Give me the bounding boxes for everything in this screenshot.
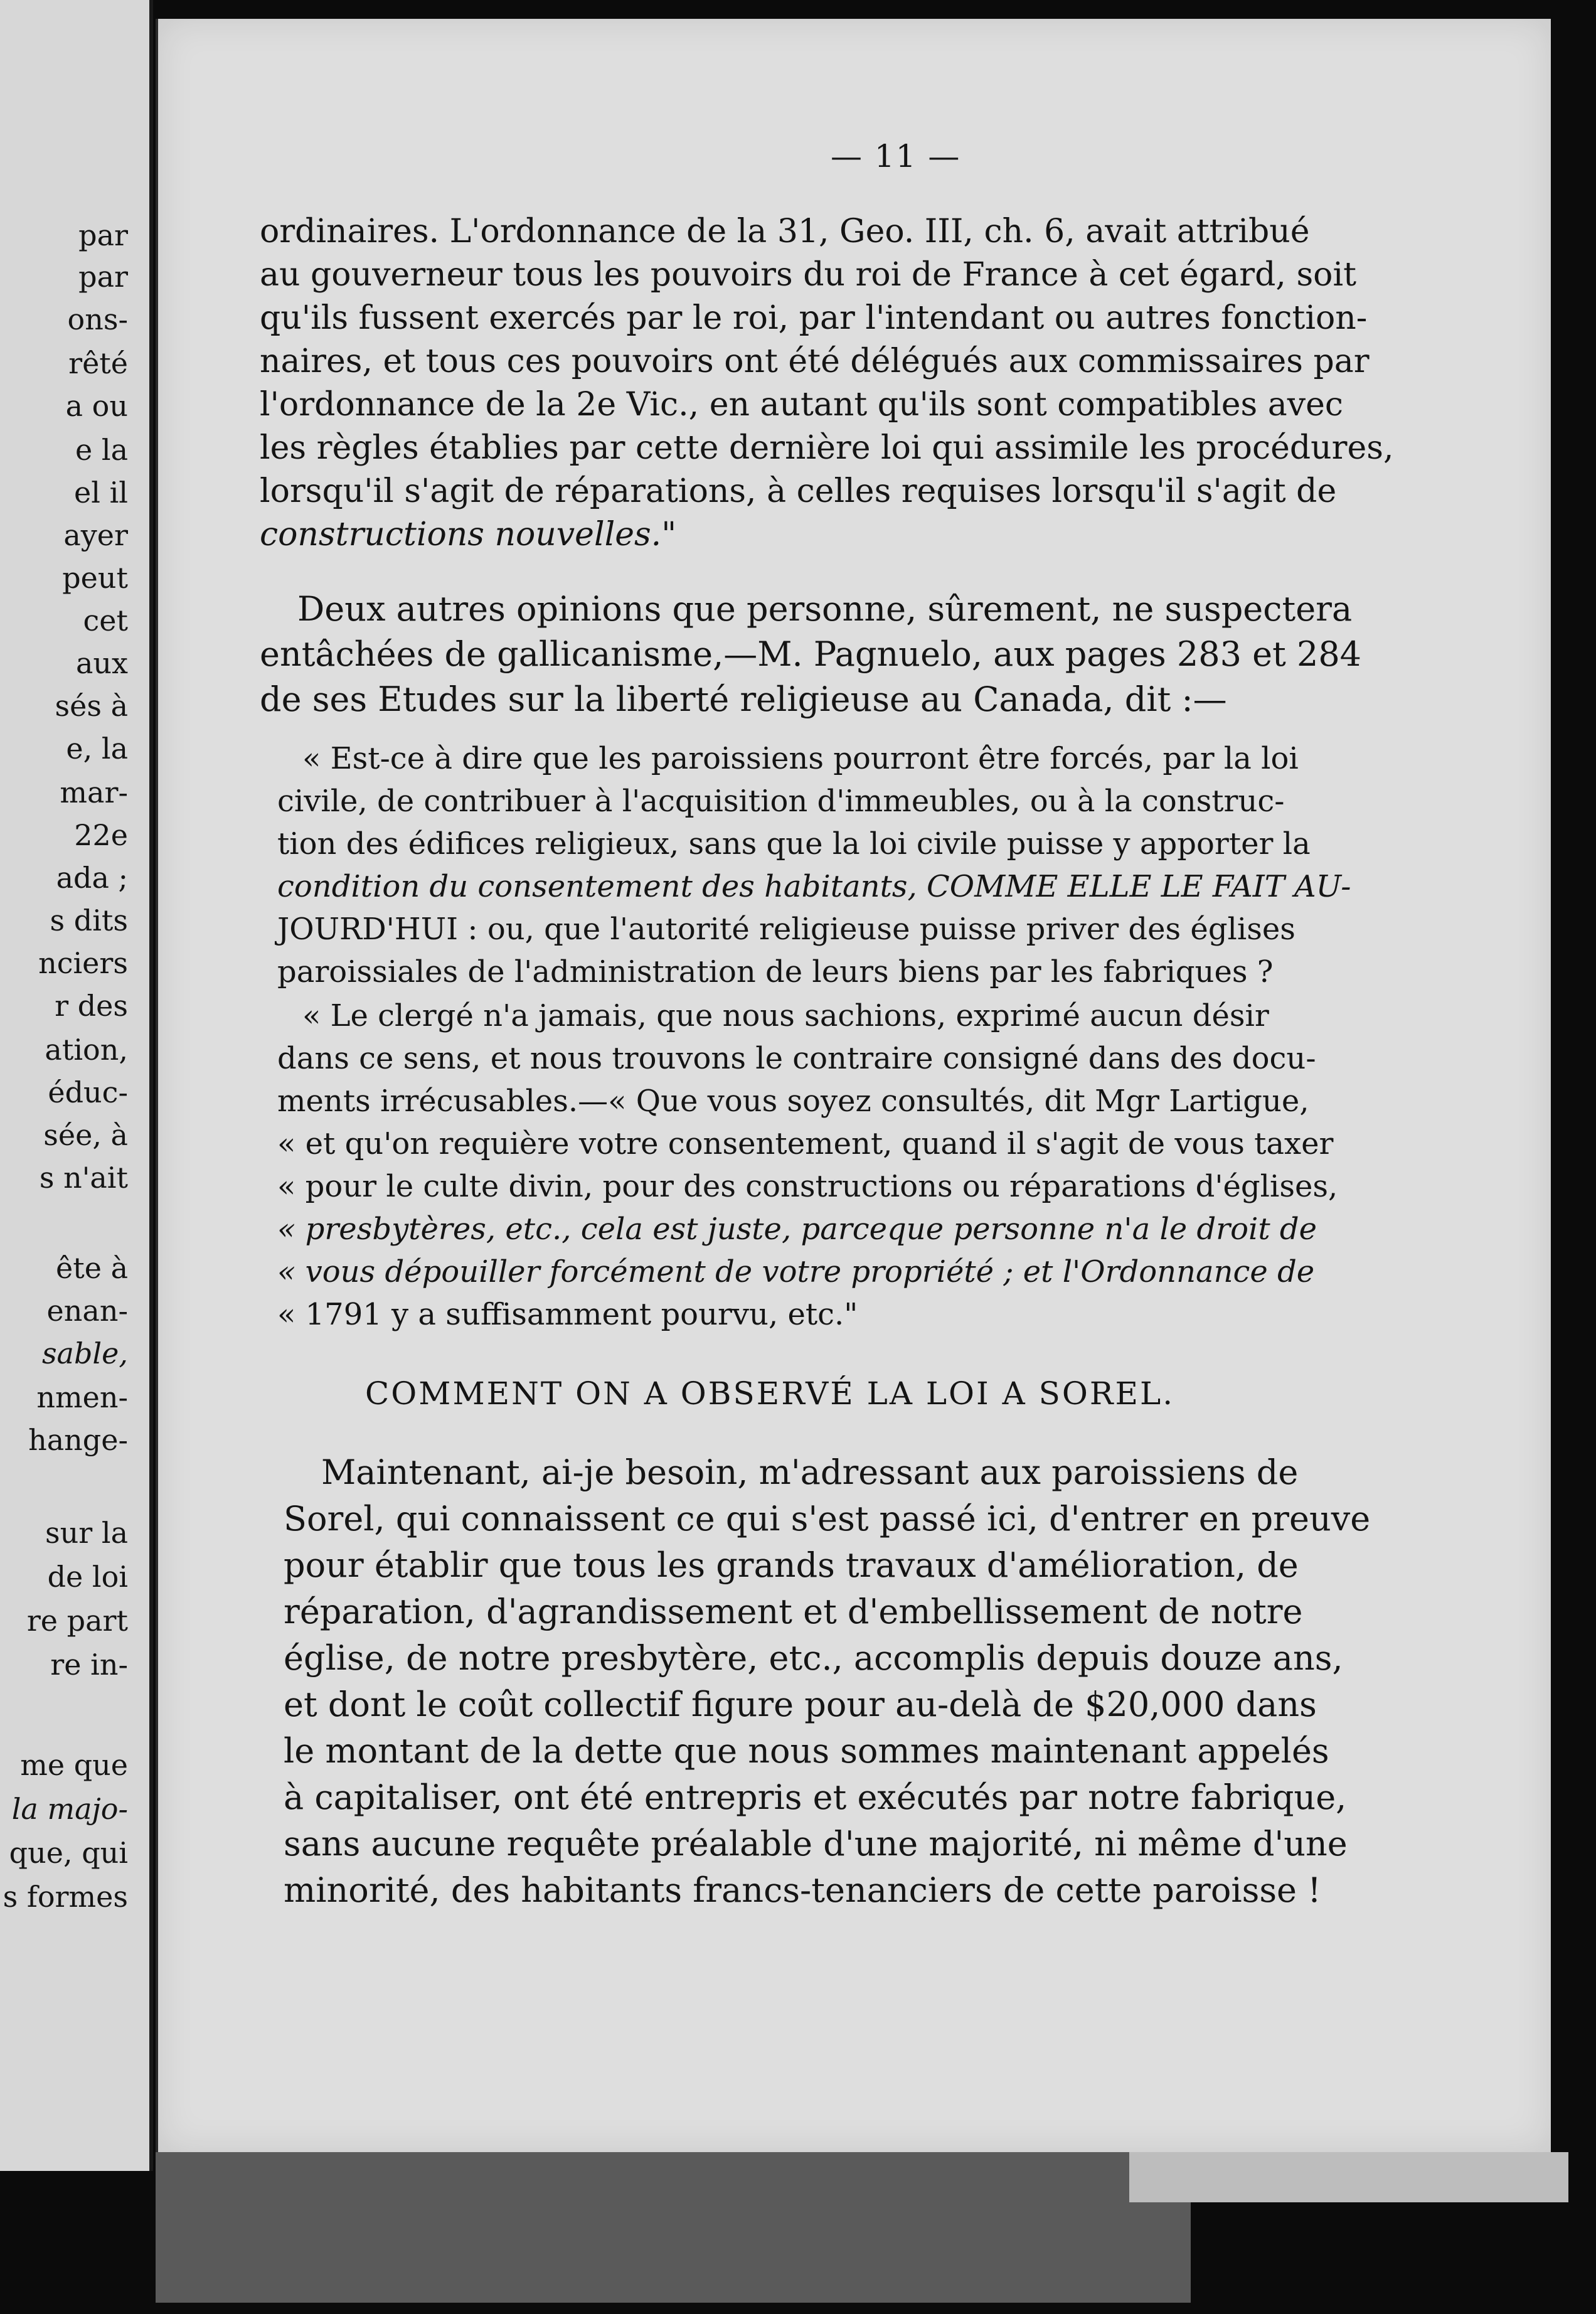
text-line: constructions nouvelles." [260, 516, 677, 553]
left-text-fragment: peut [62, 561, 128, 595]
section-heading: COMMENT ON A OBSERVÉ LA LOI A SOREL. [365, 1375, 1175, 1412]
text-line: minorité, des habitants francs-tenanciers de cette paroisse ! [284, 1870, 1321, 1910]
left-text-fragment: a ou [65, 389, 128, 423]
text-line: le montant de la dette que nous sommes maintenant appelés [284, 1731, 1329, 1771]
text-line: tion des édifices religieux, sans que la loi civile puisse y apporter la [277, 826, 1311, 861]
left-text-fragment: re part [26, 1604, 128, 1638]
text-line: l'ordonnance de la 2e Vic., en autant qu'ils sont compatibles avec [260, 386, 1343, 424]
left-text-fragment: par [78, 218, 128, 252]
text-line: civile, de contribuer à l'acquisition d'immeubles, ou à la construc- [277, 784, 1285, 819]
text-line: dans ce sens, et nous trouvons le contraire consigné dans des docu- [277, 1041, 1316, 1076]
left-text-fragment: sur la [45, 1516, 128, 1550]
text-line: « vous dépouiller forcément de votre propriété ; et l'Ordonnance de [277, 1254, 1315, 1289]
left-text-fragment: me que [20, 1748, 128, 1782]
left-text-fragment: ayer [63, 518, 128, 552]
left-text-fragment: sable, [41, 1336, 128, 1370]
left-text-fragment: mar- [60, 776, 128, 809]
text-line: « presbytères, etc., cela est juste, parceque personne n'a le droit de [277, 1212, 1317, 1247]
document-page [156, 19, 1551, 2152]
text-line: les règles établies par cette dernière loi qui assimile les procédures, [260, 429, 1394, 467]
left-text-fragment: re in- [50, 1648, 128, 1682]
text-line: « pour le culte divin, pour des constructions ou réparations d'églises, [277, 1169, 1338, 1204]
text-line: JOURD'HUI : ou, que l'autorité religieuse puisse priver des églises [277, 912, 1295, 947]
left-text-fragment: ation, [45, 1033, 128, 1067]
text-line: ordinaires. L'ordonnance de la 31, Geo. III, ch. 6, avait attribué [260, 213, 1310, 250]
text-line: ments irrécusables.—« Que vous soyez consultés, dit Mgr Lartigue, [277, 1084, 1309, 1119]
left-text-fragment: enan- [46, 1294, 128, 1328]
paragraph-opinions [260, 587, 1430, 722]
left-text-fragment: rêté [68, 346, 128, 380]
text-line: de ses Etudes sur la liberté religieuse au Canada, dit :— [260, 680, 1227, 719]
text-line: et dont le coût collectif figure pour au-delà de $20,000 dans [284, 1685, 1317, 1724]
left-text-fragment: s formes [3, 1880, 128, 1914]
left-text-fragment: hange- [28, 1423, 128, 1457]
left-page-fragment [0, 0, 153, 2171]
left-text-fragment: la majo- [11, 1792, 128, 1826]
text-line: au gouverneur tous les pouvoirs du roi de France à cet égard, soit [260, 256, 1356, 294]
left-text-fragment: sés à [55, 689, 128, 723]
text-line: qu'ils fussent exercés par le roi, par l'intendant ou autres fonction- [260, 299, 1368, 337]
text-line: entâchées de gallicanisme,—M. Pagnuelo, aux pages 283 et 284 [260, 634, 1362, 674]
text-line: Deux autres opinions que personne, sûrement, ne suspectera [297, 589, 1353, 629]
quote-pagnuelo-2 [277, 994, 1432, 1336]
left-text-fragment: el il [74, 476, 128, 509]
text-line: « 1791 y a suffisamment pourvu, etc." [277, 1297, 858, 1332]
text-line: condition du consentement des habitants, COMME ELLE LE FAIT AU- [277, 869, 1351, 904]
left-text-fragment: par [78, 260, 128, 294]
text-line: « Est-ce à dire que les paroissiens pourront être forcés, par la loi [302, 741, 1299, 776]
left-text-fragment: r des [55, 989, 128, 1023]
text-line: Sorel, qui connaissent ce qui s'est passé ici, d'entrer en preuve [284, 1499, 1371, 1538]
page-number: — 11 — [831, 138, 961, 174]
left-text-fragment: ête à [56, 1251, 128, 1285]
left-text-fragment: nciers [38, 946, 128, 980]
left-text-fragment: aux [76, 646, 128, 680]
text-line: paroissiales de l'administration de leurs biens par les fabriques ? [277, 954, 1274, 989]
paragraph-ordonnance [260, 210, 1430, 557]
left-text-fragment: ons- [67, 302, 128, 336]
text-line: pour établir que tous les grands travaux d'amélioration, de [284, 1545, 1299, 1585]
left-text-fragment: que, qui [9, 1836, 128, 1870]
left-text-fragment: ada ; [56, 861, 128, 895]
quote-pagnuelo-1 [277, 737, 1432, 993]
text-line: lorsqu'il s'agit de réparations, à celles requises lorsqu'il s'agit de [260, 472, 1337, 510]
paragraph-sorel [284, 1449, 1438, 1914]
text-line: « Le clergé n'a jamais, que nous sachions, exprimé aucun désir [302, 998, 1269, 1033]
left-text-fragment: nmen- [36, 1380, 128, 1414]
text-line: sans aucune requête préalable d'une majorité, ni même d'une [284, 1824, 1348, 1863]
left-text-fragment: e la [75, 433, 128, 467]
left-text-fragment: éduc- [48, 1075, 128, 1109]
left-text-fragment: s dits [50, 904, 128, 937]
left-text-fragment: cet [83, 604, 128, 637]
text-line: Maintenant, ai-je besoin, m'adressant aux paroissiens de [321, 1453, 1299, 1492]
left-text-fragment: sée, à [43, 1118, 128, 1152]
left-text-fragment: de loi [47, 1560, 128, 1594]
left-text-fragment: e, la [66, 732, 128, 765]
text-line: à capitaliser, ont été entrepris et exécutés par notre fabrique, [284, 1778, 1347, 1817]
text-line: naires, et tous ces pouvoirs ont été délégués aux commissaires par [260, 343, 1370, 380]
page-bottom-edge [156, 2152, 1191, 2303]
left-text-fragment: s n'ait [39, 1161, 128, 1195]
text-line: réparation, d'agrandissement et d'embellissement de notre [284, 1592, 1303, 1631]
left-text-fragment: 22e [74, 818, 128, 852]
text-line: « et qu'on requière votre consentement, quand il s'agit de vous taxer [277, 1126, 1334, 1161]
page-bottom-light-strip [1129, 2152, 1568, 2202]
text-line: église, de notre presbytère, etc., accomplis depuis douze ans, [284, 1638, 1343, 1678]
